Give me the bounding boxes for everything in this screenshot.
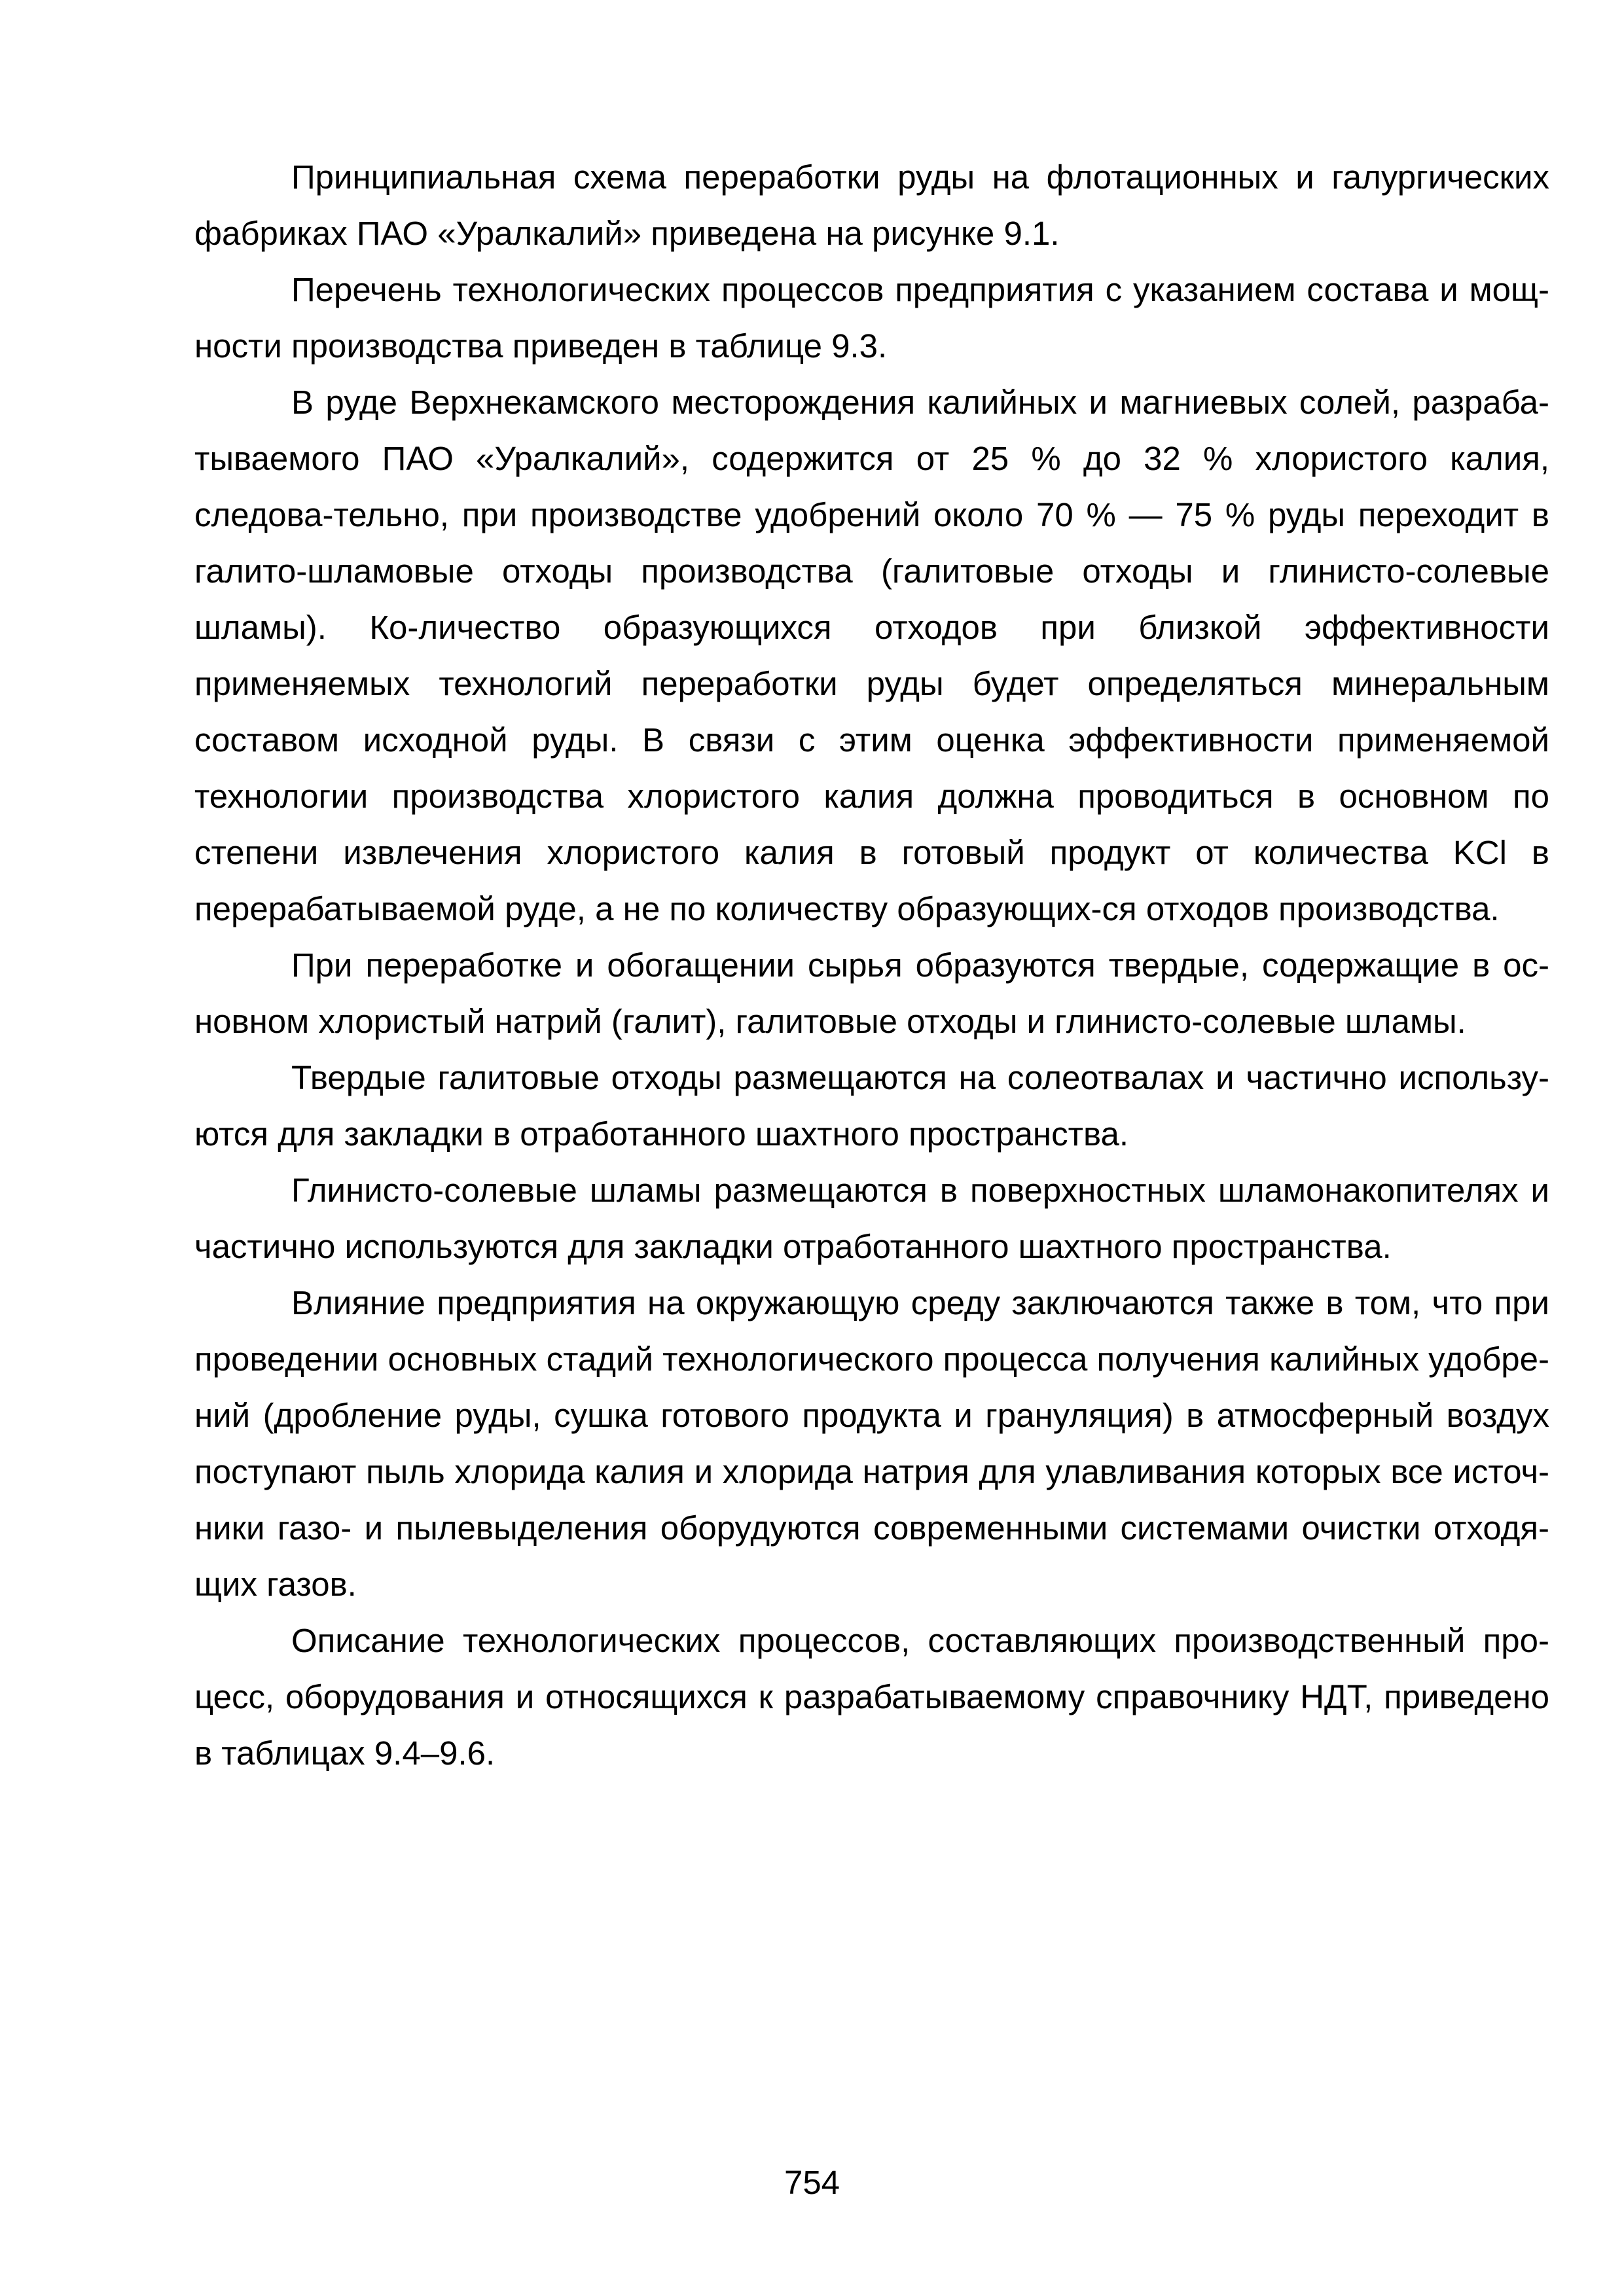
paragraph-7: Влияние предприятия на окружающую среду заключаются также в том, что при проведении основных стадий технологического процесса получения калийных удобре-ний (дробление руды, сушка готового продукта и грануляция) в атмосферный воздух поступают пыль хлорида калия и хлорида натрия для улавливания которых все источ-ники газо- и пылевыделения оборудуются современными системами очистки отходя-щих газов.	[194, 1284, 1549, 1603]
paragraph-8: Описание технологических процессов, составляющих производственный про-цесс, оборудования и относящихся к разрабатываемому справочнику НДТ, приведено в таблицах 9.4–9.6.	[194, 1622, 1549, 1772]
page-number: 754	[784, 2164, 840, 2201]
paragraph-4: При переработке и обогащении сырья образуются твердые, содержащие в ос-новном хлористый натрий (галит), галитовые отходы и глинисто-солевые шламы.	[194, 946, 1549, 1040]
paragraph-2: Перечень технологических процессов предприятия с указанием состава и мощ-ности производства приведен в таблице 9.3.	[194, 271, 1549, 365]
paragraph-5: Твердые галитовые отходы размещаются на солеотвалах и частично использу-ются для закладки в отработанного шахтного пространства.	[194, 1059, 1549, 1153]
paragraph-6: Глинисто-солевые шламы размещаются в поверхностных шламонакопителях и частично используются для закладки отработанного шахтного пространства.	[194, 1172, 1549, 1265]
paragraph-1: Принципиальная схема переработки руды на флотационных и галургических фабриках ПАО «Уралкалий» приведена на рисунке 9.1.	[194, 158, 1549, 252]
document-body	[194, 149, 1549, 1782]
paragraph-3: В руде Верхнекамского месторождения калийных и магниевых солей, разраба-тываемого ПАО «Уралкалий», содержится от 25 % до 32 % хлористого калия, следова-тельно, при производстве удобрений около 70 % — 75 % руды переходит в галито-шламовые отходы производства (галитовые отходы и глинисто-солевые шламы). Ко-личество образующихся отходов при близкой эффективности применяемых технологий переработки руды будет определяться минеральным составом исходной руды. В связи с этим оценка эффективности применяемой технологии производства хлористого калия должна проводиться в основном по степени извлечения хлористого калия в готовый продукт от количества KCl в перерабатываемой руде, а не по количеству образующих-ся отходов производства.	[194, 384, 1549, 927]
